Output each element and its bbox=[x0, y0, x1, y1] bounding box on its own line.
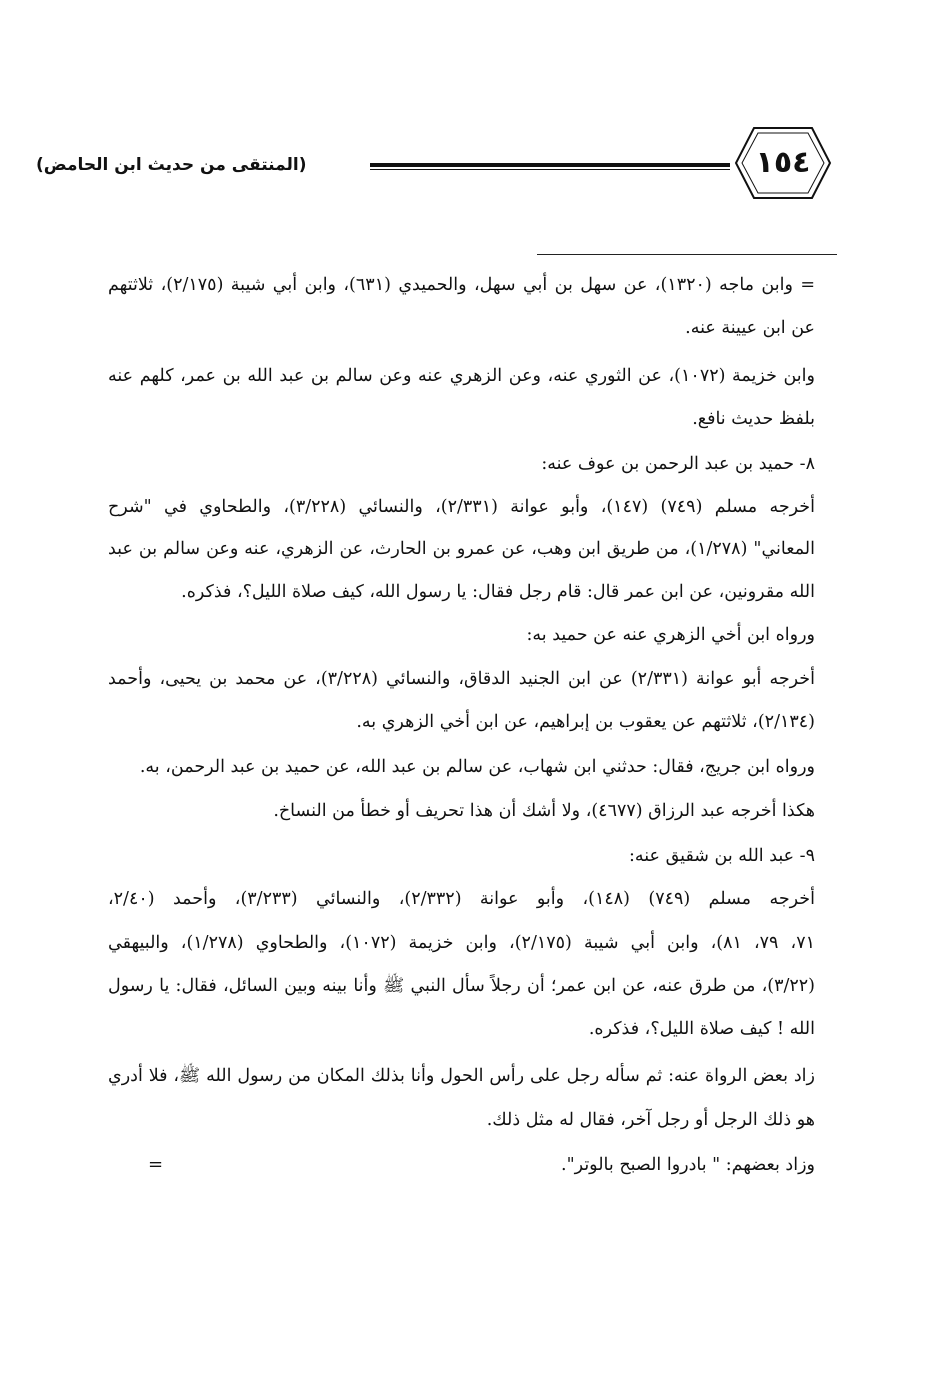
header-rule bbox=[370, 160, 730, 172]
page-number: ١٥٤ bbox=[755, 145, 811, 180]
book-title: (المنتقى من حديث ابن الحامض) bbox=[36, 155, 307, 175]
text-line: أخرجه مسلم (٧٤٩) (١٤٧)، وأبو عوانة (٢/٣٣١)، والنسائي (٣/٢٢٨)، والطحاوي في "شرح bbox=[108, 497, 815, 517]
section-heading: ٩- عبد الله بن شقيق عنه: bbox=[629, 846, 815, 866]
footnote-separator bbox=[537, 254, 837, 255]
text-line: = وابن ماجه (١٣٢٠)، عن سهل بن أبي سهل، والحميدي (٦٣١)، وابن أبي شيبة (٢/١٧٥)، ثلاثتهم bbox=[108, 275, 815, 295]
text-line: زاد بعض الرواة عنه: ثم سأله رجل على رأس الحول وأنا بذلك المكان من رسول الله ﷺ، فلا أدري bbox=[108, 1066, 815, 1086]
text-line: وابن خزيمة (١٠٧٢)، عن الثوري عنه، وعن الزهري عنه وعن سالم بن عبد الله بن عمر، كلهم عنه bbox=[108, 366, 815, 386]
text-line: (٢/١٣٤)، ثلاثتهم عن يعقوب بن إبراهيم، عن ابن أخي الزهري به. bbox=[356, 712, 815, 732]
text-line: ورواه ابن جريج، فقال: حدثني ابن شهاب، عن سالم بن عبد الله، عن حميد بن عبد الرحمن، به. bbox=[139, 757, 815, 777]
text-line: بلفظ حديث نافع. bbox=[692, 409, 815, 429]
text-line: (٣/٢٢)، من طرق عنه، عن ابن عمر؛ أن رجلاً سأل النبي ﷺ وأنا بينه وبين السائل، فقال: يا رسول bbox=[108, 976, 815, 996]
text-line: وزاد بعضهم: " بادروا الصبح بالوتر". bbox=[561, 1155, 815, 1175]
text-line: ٧١، ٧٩، ٨١)، وابن أبي شيبة (٢/١٧٥)، وابن خزيمة (١٠٧٢)، والطحاوي (١/٢٧٨)، والبيهقي bbox=[108, 933, 816, 953]
text-line: الله ! كيف صلاة الليل؟، فذكره. bbox=[588, 1019, 815, 1039]
text-line: أخرجه أبو عوانة (٢/٣٣١) عن ابن الجنيد الدقاق، والنسائي (٣/٢٢٨)، عن محمد بن يحيى، وأحمد bbox=[108, 669, 815, 689]
page-number-badge bbox=[732, 124, 834, 202]
text-line: هكذا أخرجه عبد الرزاق (٤٦٧٧)، ولا أشك أن هذا تحريف أو خطأ من النساخ. bbox=[273, 801, 815, 821]
section-heading: ٨- حميد بن عبد الرحمن بن عوف عنه: bbox=[541, 454, 815, 474]
text-line: ورواه ابن أخي الزهري عنه عن حميد به: bbox=[526, 625, 815, 645]
text-line: هو ذلك الرجل أو رجل آخر، فقال له مثل ذلك. bbox=[486, 1110, 815, 1130]
continuation-marker: = bbox=[148, 1154, 164, 1175]
text-line: عن ابن عيينة عنه. bbox=[685, 318, 815, 338]
text-line: أخرجه مسلم (٧٤٩) (١٤٨)، وأبو عوانة (٢/٣٣٢)، والنسائي (٣/٢٣٣)، وأحمد (٢/٤٠، bbox=[108, 889, 815, 909]
text-line: الله مقرونين، عن ابن عمر قال: قام رجل فقال: يا رسول الله، كيف صلاة الليل؟، فذكره. bbox=[181, 582, 815, 602]
text-line: المعاني" (١/٢٧٨)، من طريق ابن وهب، عن عمرو بن الحارث، عن الزهري، عنه وعن سالم بن عبد bbox=[108, 539, 815, 559]
